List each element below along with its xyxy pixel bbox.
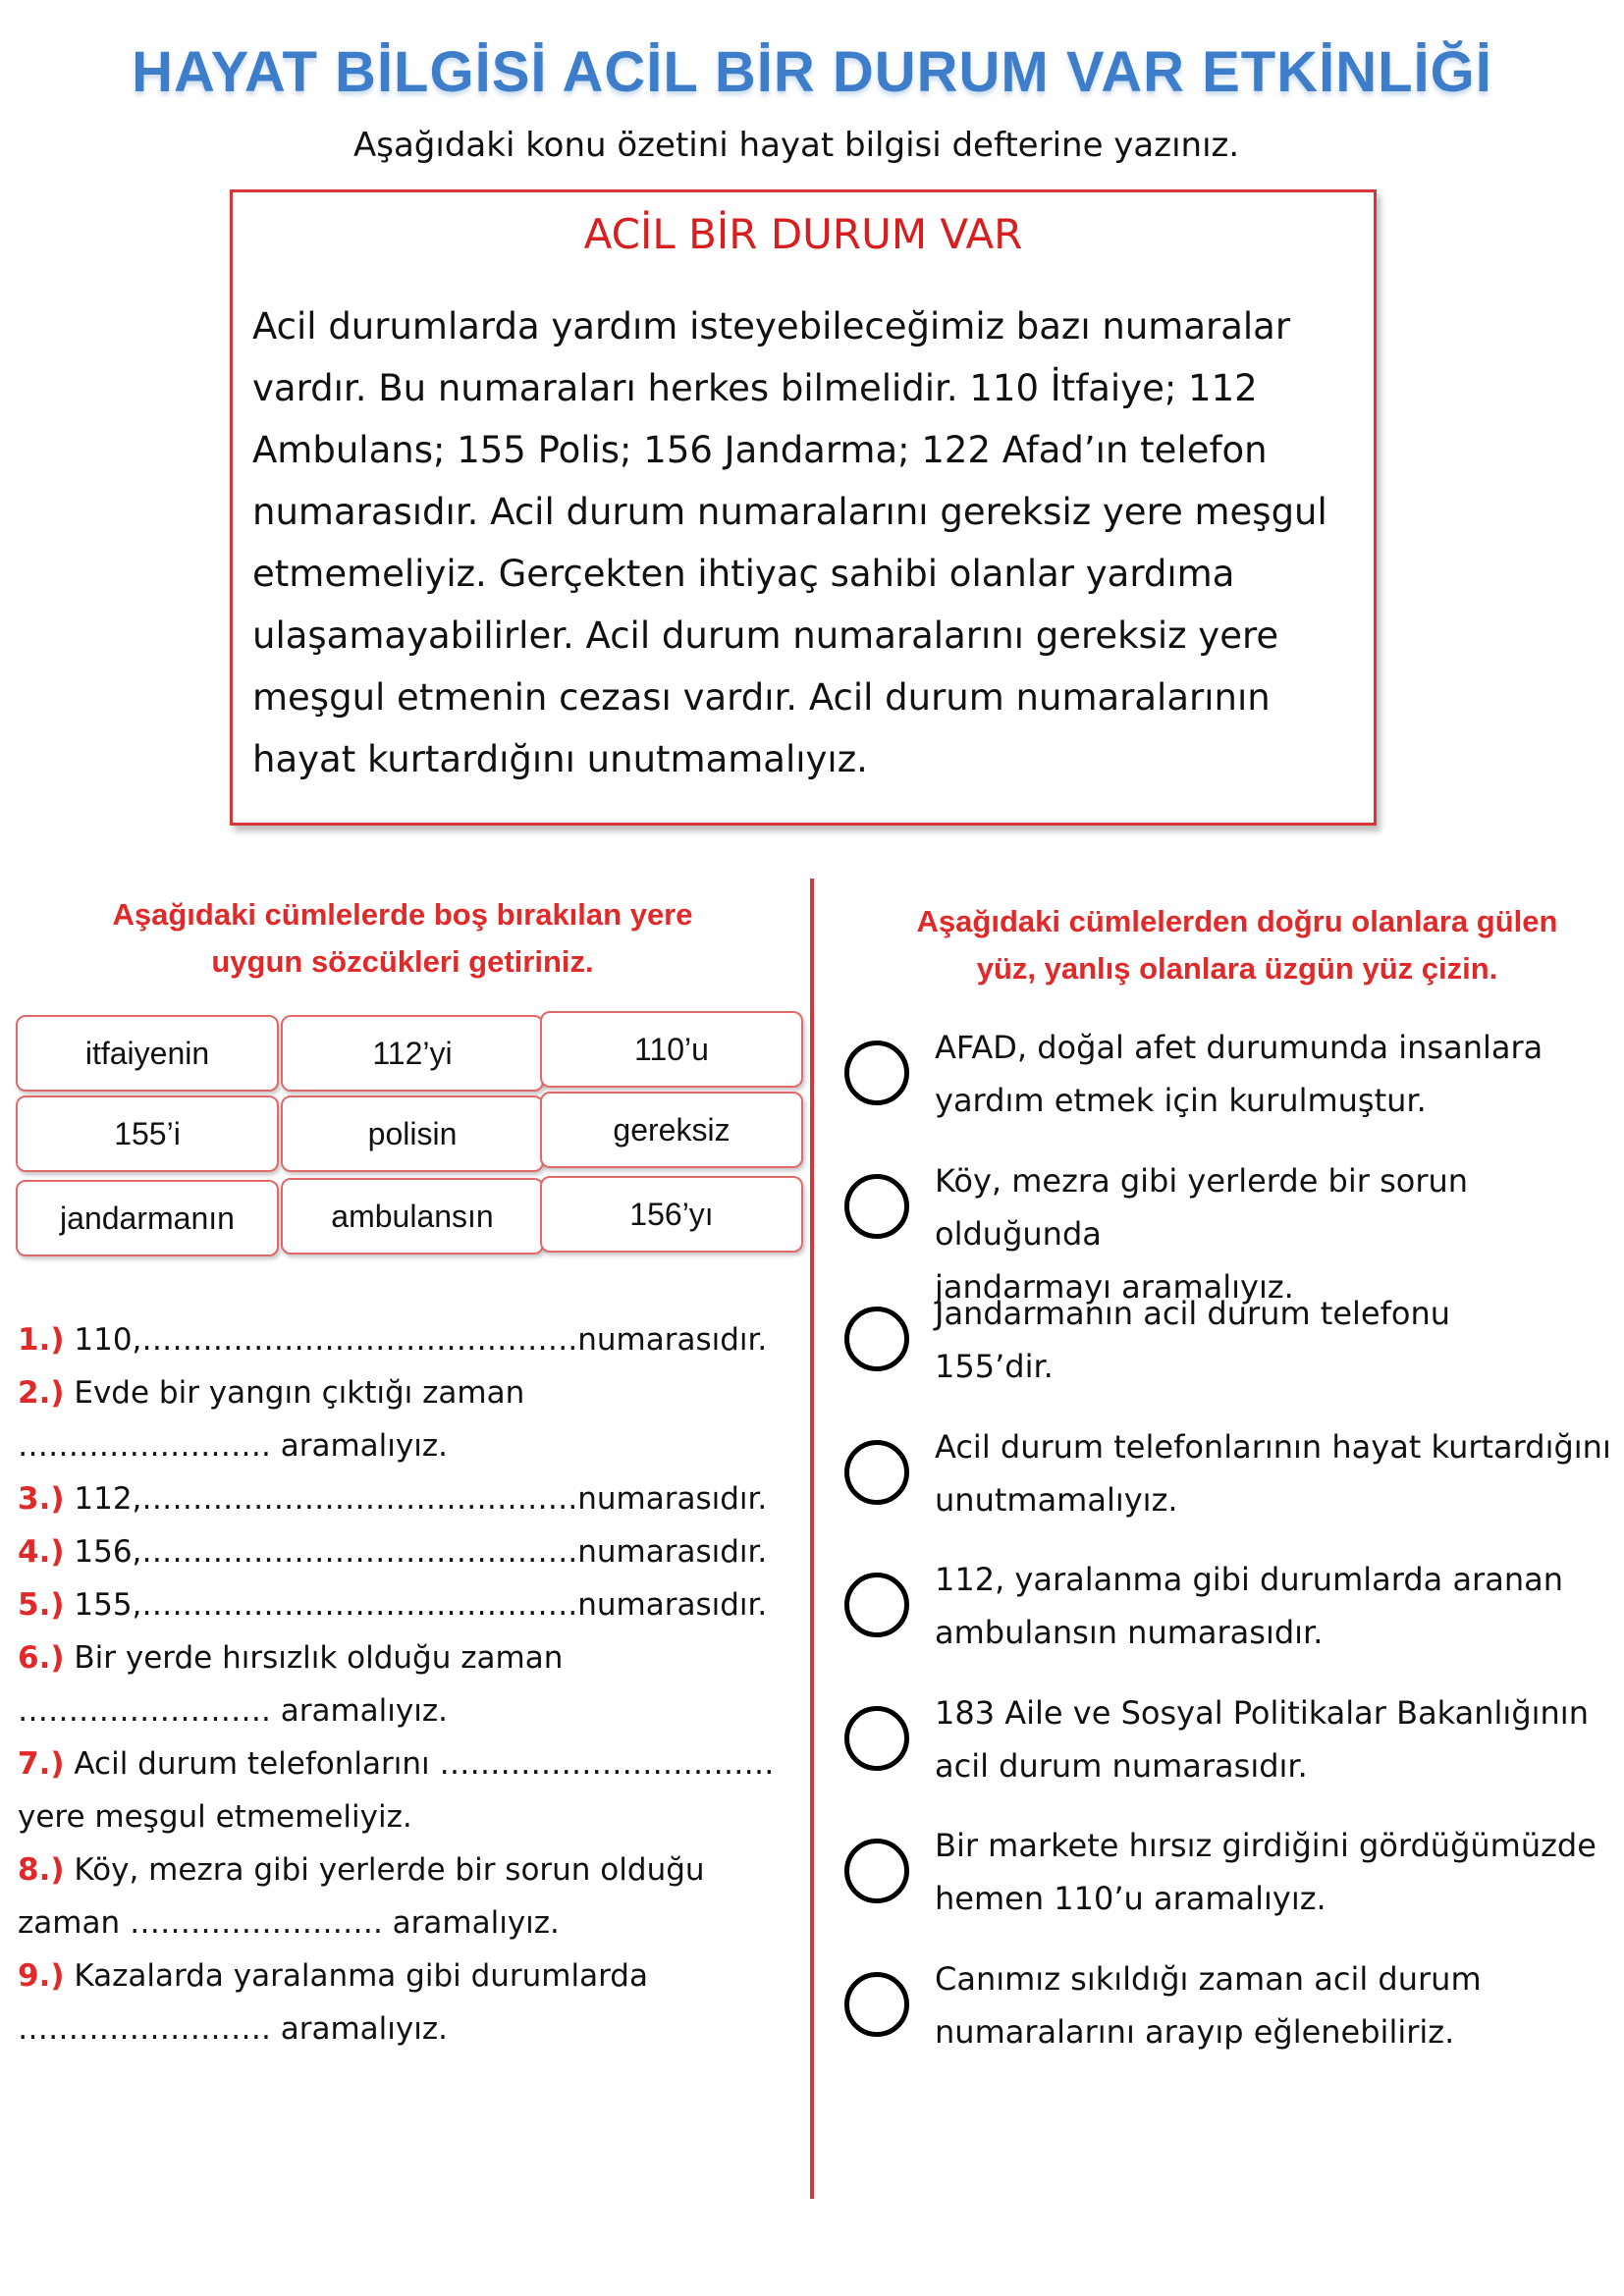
word-box: 112’yi: [281, 1015, 544, 1092]
statement-line: Köy, mezra gibi yerlerde bir sorun olduğunda: [935, 1161, 1469, 1253]
statement-line: Bir markete hırsız girdiğini gördüğümüzde: [935, 1827, 1597, 1864]
word-box: itfaiyenin: [16, 1015, 279, 1092]
item-text: 110,…………………………………….numarasıdır.: [74, 1322, 768, 1358]
fill-in-heading-line1: Aşağıdaki cümlelerde boş bırakılan yere: [112, 897, 693, 932]
summary-box: [230, 189, 1377, 826]
item-text: Kazalarda yaralanma gibi durumlarda ……………………. aramalıyız.: [18, 1958, 648, 2047]
statement-line: numaralarını arayıp eğlenebiliriz.: [935, 2012, 1455, 2051]
item-text: 112,…………………………………….numarasıdır.: [74, 1481, 768, 1517]
statement-line: unutmamalıyız.: [935, 1480, 1178, 1519]
statement-text: [935, 1021, 1622, 1127]
fill-in-list: [18, 1313, 784, 2056]
fill-in-heading-line2: uygun sözcükleri getiriniz.: [211, 944, 594, 979]
item-number: 7.): [18, 1746, 65, 1782]
list-item: [18, 1525, 784, 1578]
statement-line: 112, yaralanma gibi durumlarda aranan: [935, 1561, 1563, 1598]
answer-circle[interactable]: [844, 1440, 909, 1505]
statement-line: Jandarmanın acil durum telefonu: [935, 1295, 1450, 1332]
list-item: [844, 1154, 1620, 1306]
statement-line: yardım etmek için kurulmuştur.: [935, 1082, 1427, 1119]
column-divider: [810, 879, 814, 2199]
true-false-heading-line2: yüz, yanlış olanlara üzgün yüz çizin.: [976, 951, 1498, 986]
statement-line: jandarmayı aramalıyız.: [935, 1267, 1294, 1306]
statement-line: 183 Aile ve Sosyal Politikalar Bakanlığının: [935, 1693, 1589, 1732]
statement-line: AFAD, doğal afet durumunda insanlara: [935, 1029, 1543, 1066]
word-box: polisin: [281, 1095, 544, 1172]
list-item: [18, 1843, 784, 1949]
statement-line: acil durum numarasıdır.: [935, 1746, 1308, 1785]
statement-text: [935, 1553, 1622, 1659]
answer-circle[interactable]: [844, 1972, 909, 2037]
item-text: 155,…………………………………….numarasıdır.: [74, 1587, 768, 1623]
item-text: Acil durum telefonlarını …………………………… yere meşgul etmemeliyiz.: [18, 1746, 775, 1835]
word-box: 110’u: [540, 1011, 803, 1088]
list-item: [844, 1420, 1620, 1554]
statement-line: hemen 110’u aramalıyız.: [935, 1880, 1326, 1917]
statement-text: [935, 1952, 1622, 2058]
list-item: [18, 1631, 784, 1737]
item-text: Bir yerde hırsızlık olduğu zaman ……………………. aramalıyız.: [18, 1640, 564, 1729]
statement-text: [935, 1819, 1622, 1925]
list-item: [844, 1952, 1620, 2086]
item-number: 3.): [18, 1481, 65, 1517]
answer-circle[interactable]: [844, 1307, 909, 1371]
statement-line: Canımız sıkıldığı zaman acil durum: [935, 1959, 1482, 1998]
statement-line: 155’dir.: [935, 1348, 1054, 1385]
answer-circle[interactable]: [844, 1839, 909, 1903]
list-item: [844, 1021, 1620, 1154]
true-false-heading-line1: Aşağıdaki cümlelerden doğru olanlara gülen: [916, 904, 1558, 938]
statement-line: ambulansın numarasıdır.: [935, 1614, 1324, 1651]
list-item: [844, 1686, 1620, 1820]
word-box: jandarmanın: [16, 1180, 279, 1256]
summary-text: Acil durumlarda yardım isteyebileceğimiz bazı numaralar vardır. Bu numaraları herkes bilmelidir. 110 İtfaiye; 112 Ambulans; 155 Polis; 156 Jandarma; 122 Afad’ın telefon numarasıdır. Acil durum numaralarını gereksiz yere meşgul etmemeliyiz. Gerçekten ihtiyaç sahibi olanlar yardıma ulaşamayabilirler. Acil durum numaralarını gereksiz yere meşgul etmenin cezası vardır. Acil durum numaralarının hayat kurtardığını unutmamalıyız.: [252, 305, 1327, 780]
statement-text: [935, 1686, 1622, 1792]
answer-circle[interactable]: [844, 1041, 909, 1105]
item-number: 9.): [18, 1958, 65, 1994]
statement-line: Acil durum telefonlarının hayat kurtardığını: [935, 1427, 1611, 1466]
fill-in-heading: [39, 891, 766, 986]
instruction-text: Aşağıdaki konu özetini hayat bilgisi defterine yazınız.: [353, 126, 1240, 165]
list-item: [18, 1737, 784, 1843]
true-false-list: [844, 1021, 1620, 2085]
answer-circle[interactable]: [844, 1174, 909, 1239]
word-box: 156’yı: [540, 1176, 803, 1253]
item-number: 4.): [18, 1534, 65, 1570]
answer-circle[interactable]: [844, 1706, 909, 1771]
item-number: 5.): [18, 1587, 65, 1623]
list-item: [18, 1366, 784, 1472]
word-box: 155’i: [16, 1095, 279, 1172]
word-box: ambulansın: [281, 1178, 544, 1255]
list-item: [18, 1472, 784, 1525]
statement-text: [935, 1420, 1622, 1526]
page-title: HAYAT BİLGİSİ ACİL BİR DURUM VAR ETKİNLİĞİ: [132, 40, 1492, 104]
item-text: Evde bir yangın çıktığı zaman ……………………. aramalıyız.: [18, 1375, 525, 1464]
list-item: [18, 1578, 784, 1631]
word-box: gereksiz: [540, 1092, 803, 1168]
item-number: 8.): [18, 1852, 65, 1888]
item-text: Köy, mezra gibi yerlerde bir sorun olduğu zaman ……………………. aramalıyız.: [18, 1852, 705, 1941]
item-text: 156,…………………………………….numarasıdır.: [74, 1534, 768, 1570]
statement-text: [935, 1287, 1622, 1393]
list-item: [844, 1553, 1620, 1686]
true-false-heading: [864, 898, 1610, 992]
item-number: 6.): [18, 1640, 65, 1676]
summary-title: ACİL BİR DURUM VAR: [583, 210, 1023, 258]
list-item: [18, 1313, 784, 1366]
item-number: 1.): [18, 1322, 65, 1358]
answer-circle[interactable]: [844, 1573, 909, 1637]
item-number: 2.): [18, 1375, 65, 1411]
list-item: [844, 1287, 1620, 1420]
list-item: [844, 1819, 1620, 1952]
list-item: [18, 1949, 784, 2056]
